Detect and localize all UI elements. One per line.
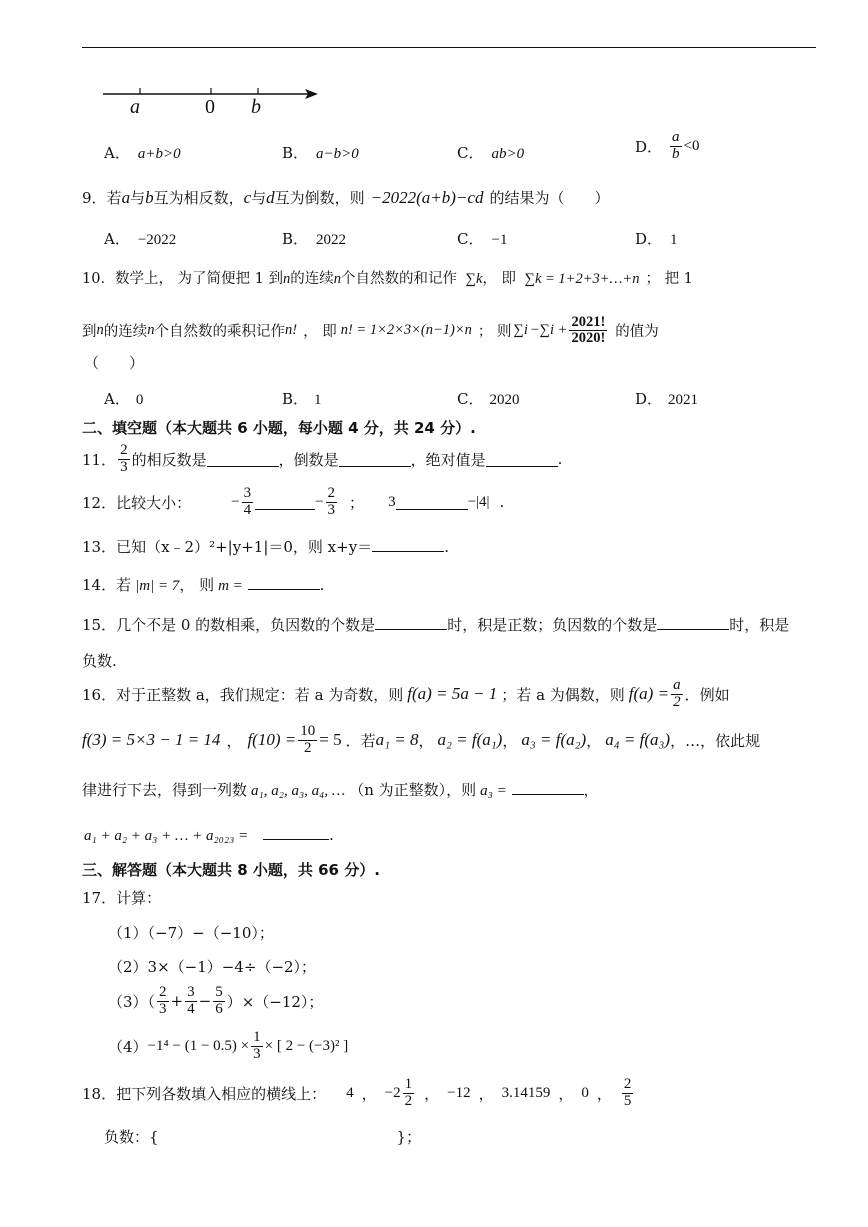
q17-part-4: （4） −1⁴ − (1 − 0.5) × $\frac{1}{3}$ × [ 2 − (−3)² ] — [108, 1029, 349, 1062]
q12: 12． 比较大小： − $\frac{3}{4}$ − $\frac{2}{3}$ ； 3 −|4| . — [82, 485, 505, 518]
q11-blank-1[interactable] — [207, 465, 279, 467]
axis-label-a: a — [130, 96, 140, 118]
q17-part-2: （2）3×（−1）−4÷（−2）； — [108, 958, 317, 976]
q11-blank-3[interactable] — [486, 465, 558, 467]
q15-line2: 负数. — [82, 652, 117, 670]
q13-blank[interactable] — [372, 550, 444, 552]
q10-sum-a: ∑i — [513, 322, 528, 339]
q8-option-a[interactable] — [104, 142, 181, 163]
q10-paren: （ ） — [84, 354, 145, 372]
q9-option-b[interactable]: B． 2022 — [282, 230, 347, 248]
q11: 11． $\frac{2}{3}$ 的相反数是 ，倒数是 ，绝对值是 . — [82, 442, 563, 475]
option-expr: a+b>0 — [137, 146, 181, 162]
q12-blank-2[interactable] — [396, 508, 468, 510]
q9-expression: −2022(a+b)−cd — [370, 188, 484, 207]
q10-factorial-def: n! = 1×2×3×(n−1)×n — [340, 322, 472, 339]
option-expr: ab>0 — [491, 146, 525, 162]
q10-fraction: $\frac{2021!}{2020!}$ — [571, 314, 606, 347]
q16-line2: f(3) = 5×3 − 1 = 14 ， f(10) = $\frac{10}{2}$ = 5 ．若 a₁ = 8 ， a₂ = f(a₁) ， a₃ = f(a₂) ， a₄ = f(a₃) ，…，依此规 — [82, 723, 761, 756]
axis-label-zero: 0 — [205, 96, 215, 118]
q10-option-c[interactable]: C． 2020 — [457, 390, 520, 408]
q18-negatives: 负数：{ }； — [104, 1128, 422, 1146]
q17-stem: 17．计算： — [82, 889, 162, 907]
option-expr: a−b>0 — [316, 146, 359, 162]
q10-sum-b: −∑i + — [529, 322, 568, 339]
q8-option-d[interactable] — [635, 130, 700, 163]
q10-option-b[interactable]: B． 1 — [282, 390, 322, 408]
header-rule — [82, 47, 816, 48]
q16-line3: 律进行下去，得到一列数 a₁, a₂, a₃, a₄, … （n 为正整数），则 a₃ = ， — [82, 781, 599, 799]
option-letter: D． — [635, 137, 663, 156]
q16-blank-1[interactable] — [512, 793, 584, 795]
q10-option-d[interactable]: D． 2021 — [635, 390, 699, 408]
q11-blank-2[interactable] — [339, 465, 411, 467]
q15-line1: 15．几个不是 0 的数相乘，负因数的个数是 时，积是正数；负因数的个数是 时，积是 — [82, 616, 790, 634]
q10-line2: 到 n 的连续 n 个自然数的乘积记作 n! ， 即 n! = 1×2×3×(n−1)×n ； 则 ∑i −∑i + $\frac{2021!}{2020!}$ 的值为 — [82, 314, 659, 347]
q16-line4: a₁ + a₂ + a₃ + … + a₂₀₂₃ = . — [84, 826, 334, 844]
q18-stem: 18． 把下列各数填入相应的横线上： 4 ， −2 $\frac{1}{2}$ ， −12 ， 3.14159 ， 0 ， $\frac{2}{5}$ — [82, 1076, 632, 1109]
q17-part-3: （3）（ $\frac{2}{3}$ + $\frac{3}{4}$ − $\frac{5}{6}$ ）×（−12）； — [108, 984, 324, 1017]
q9-option-a[interactable]: A． −2022 — [104, 230, 177, 248]
q13: 13．已知（x﹣2）²+|y+1|＝0，则 x+y＝ . — [82, 538, 449, 556]
q12-blank-1[interactable] — [255, 508, 315, 510]
section-3-title: 三、解答题（本大题共 8 小题，共 66 分）. — [82, 861, 380, 879]
q15-blank-2[interactable] — [657, 628, 729, 630]
option-letter: A． — [104, 144, 130, 162]
section-2-title: 二、填空题（本大题共 6 小题，每小题 4 分，共 24 分）. — [82, 419, 476, 437]
q9-option-d[interactable]: D． 1 — [635, 230, 678, 248]
q10-option-a[interactable]: A． 0 — [104, 390, 144, 408]
q15-blank-1[interactable] — [375, 628, 447, 630]
q8-option-b[interactable] — [282, 142, 359, 163]
q10-sum-notation: ∑k — [465, 271, 483, 287]
q16-line1: 16． 对于正整数 a，我们规定：若 a 为奇数，则 f(a) = 5a − 1 ；若 a 为偶数，则 f(a) = $\frac{a}{2}$ ．例如 — [82, 677, 730, 710]
option-letter: B． — [282, 144, 309, 162]
q10-line1: 10．数学上， 为了简便把 1 到n的连续n个自然数的和记作 ∑k， 即 ∑k = 1+2+3+…+n ； 把 1 — [82, 271, 693, 287]
option-letter: C． — [457, 144, 484, 162]
q11-fraction: $\frac{2}{3}$ — [120, 442, 128, 475]
q16-blank-2[interactable] — [263, 838, 329, 840]
q14: 14．若 |m| = 7， 则 m = . — [82, 576, 325, 594]
axis-label-b: b — [251, 96, 261, 118]
q17-part-1: （1）（−7）−（−10）； — [108, 924, 274, 942]
option-tail: <0 — [683, 137, 700, 154]
q14-blank[interactable] — [248, 588, 320, 590]
q9-option-c[interactable]: C． −1 — [457, 230, 508, 248]
option-fraction: $\frac{a}{b}$ — [672, 129, 680, 162]
q9-stem: 9．若a与b互为相反数，c与d互为倒数，则 −2022(a+b)−cd 的结果为（ ） — [82, 188, 610, 207]
q8-option-c[interactable] — [457, 142, 524, 163]
q10-sum-expansion: ∑k = 1+2+3+…+n — [524, 271, 640, 287]
